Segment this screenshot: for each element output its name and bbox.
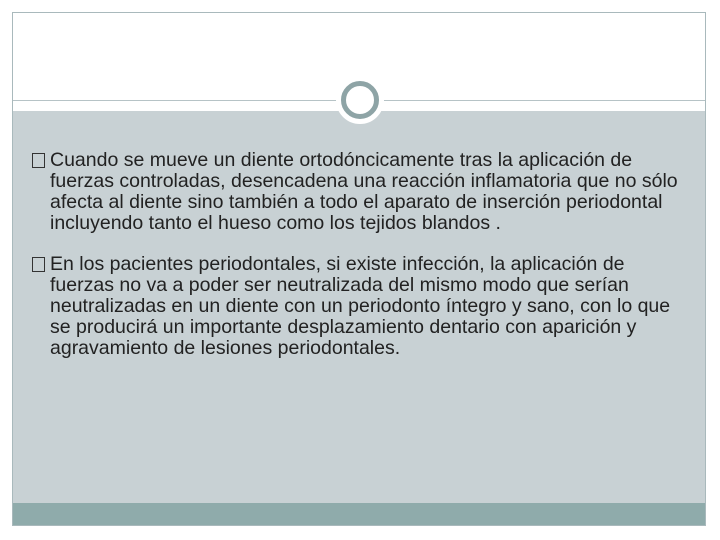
bottom-accent-bar (13, 503, 705, 525)
bullet-box-icon (32, 153, 45, 168)
bullet-text: En los pacientes periodontales, si existe infección, la aplicación de fuerzas no va a poder ser neutralizada del mismo modo que serían neutralizadas en un diente con un periodonto íntegro y sano, con lo que se producirá un importante desplazamiento dentario con aparición y agravamiento de lesiones periodontales. (50, 253, 671, 359)
circle-ring-icon (336, 76, 384, 124)
bullet-text: Cuando se mueve un diente ortodóncicamente tras la aplicación de fuerzas controladas, desencadena una reacción inflamatoria que no sólo afecta al diente sino también a todo el aparato de inserción periodontal incluyendo tanto el hueso como los tejidos blandos . (50, 149, 678, 234)
bullet-list (32, 150, 692, 379)
bullet-box-icon (32, 257, 45, 272)
bullet-item (32, 150, 692, 234)
bullet-item (32, 254, 692, 359)
